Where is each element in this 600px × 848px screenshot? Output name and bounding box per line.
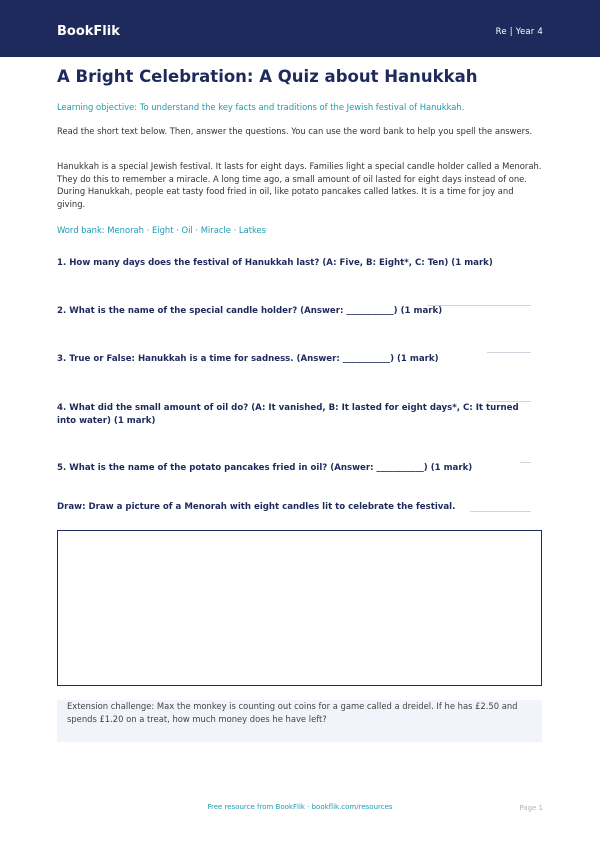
question-3: 3. True or False: Hanukkah is a time for sadness. (Answer: ___________) (1 mark)	[57, 354, 439, 364]
word-bank: Word bank: Menorah · Eight · Oil · Miracle · Latkes	[57, 225, 267, 235]
learning-objective: Learning objective: To understand the key facts and traditions of the Jewish festival of Hanukkah.	[57, 102, 465, 112]
question-2: 2. What is the name of the special candle holder? (Answer: ___________) (1 mark)	[57, 306, 443, 316]
answer-line-5[interactable]	[470, 511, 531, 512]
question-4: 4. What did the small amount of oil do? (A: It vanished, B: It lasted for eight days*, C: It turned into water) (1 mark)	[57, 403, 519, 426]
subject-year-label: Re | Year 4	[495, 27, 543, 37]
brand-logo-text[interactable]: BookFlik	[57, 24, 120, 39]
drawing-box[interactable]	[57, 530, 542, 686]
question-1: 1. How many days does the festival of Hanukkah last? (A: Five, B: Eight*, C: Ten) (1 mark)	[57, 258, 493, 268]
instructions-text: Read the short text below. Then, answer the questions. You can use the word bank to help you spell the answers.	[57, 126, 533, 136]
drawing-task: Draw: Draw a picture of a Menorah with eight candles lit to celebrate the festival.	[57, 502, 456, 512]
footer-link[interactable]: Free resource from BookFlik · bookflik.com/resources	[207, 803, 393, 811]
page-number: Page 1	[519, 804, 543, 812]
extension-challenge-box	[57, 700, 542, 742]
page-title: A Bright Celebration: A Quiz about Hanukkah	[57, 67, 478, 86]
reading-passage: Hanukkah is a special Jewish festival. It lasts for eight days. Families light a special candle holder called a Menorah. They do this to remember a miracle. A long time ago, a small amount of oil lasted for eight days instead of one. During Hanukkah, people eat tasty food fried in oil, like potato pancakes called latkes. It is a time for joy and giving.	[57, 161, 542, 209]
extension-challenge-text: Extension challenge: Max the monkey is counting out coins for a game called a dreidel. If he has £2.50 and spends £1.20 on a treat, how much money does he have left?	[67, 701, 518, 724]
question-5: 5. What is the name of the potato pancakes fried in oil? (Answer: ___________) (1 mark)	[57, 463, 473, 473]
header-bar	[0, 0, 600, 57]
